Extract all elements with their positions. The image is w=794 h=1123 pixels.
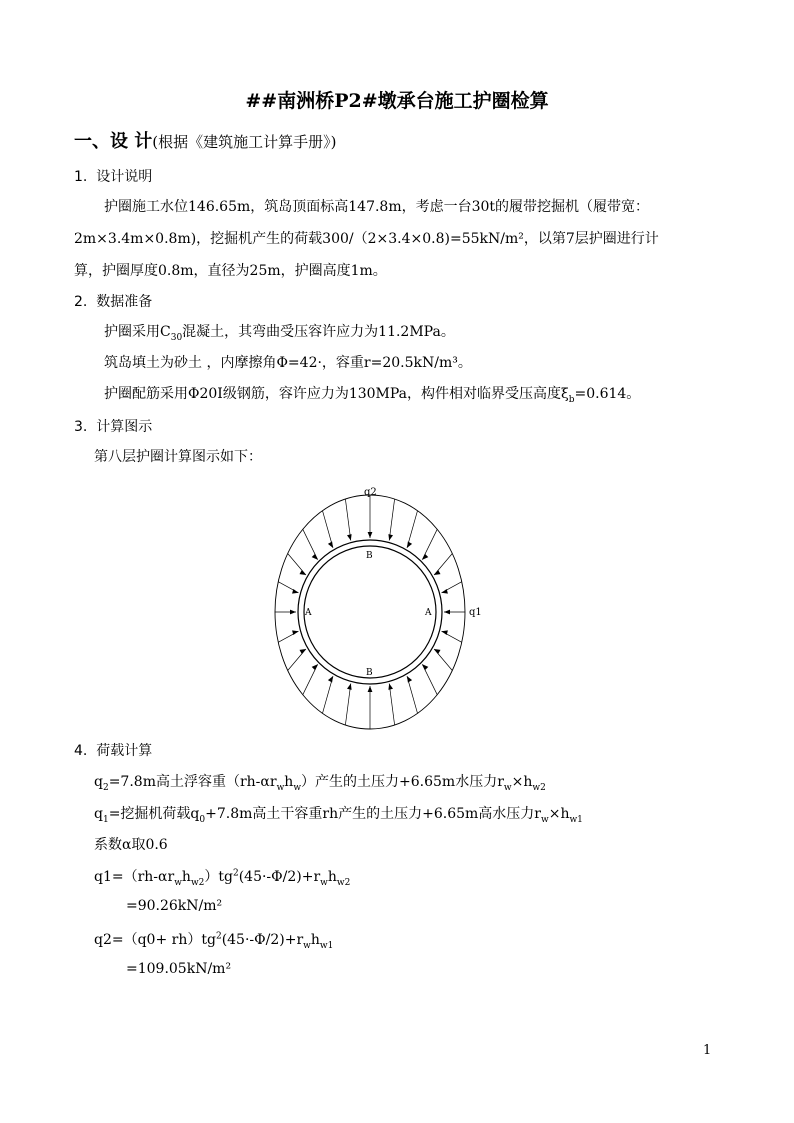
subsection-heading-3 <box>74 416 152 436</box>
subscript: w <box>541 814 549 825</box>
subscript: b <box>568 394 575 405</box>
point-a-right: A <box>425 608 432 618</box>
q2-label: q2 <box>364 487 377 498</box>
load-arrow-line <box>389 684 394 726</box>
superscript: 2 <box>232 868 239 879</box>
paragraph-line: 2m×3.4m×0.8m)，挖掘机产生的荷载300/（2×3.4×0.8)=55kN/m²，以第7层护圈进行计 <box>74 231 659 247</box>
load-arrow-head <box>328 676 333 682</box>
load-diagram <box>270 476 490 736</box>
q1-formula <box>94 866 350 888</box>
ring-outer-circle <box>298 540 442 684</box>
load-arrow-head <box>422 664 428 670</box>
text-run: 护圈配筋采用Φ20Ⅰ级钢筋，容许应力为130MPa，构件相对临界受压高度ξ <box>104 386 569 402</box>
point-a-left: A <box>305 608 312 618</box>
paragraph-line: 第八层护圈计算图示如下： <box>94 449 262 465</box>
load-arrow-head <box>434 649 440 654</box>
section-number: 一、 <box>74 131 110 152</box>
text-run: q1=（rh-αr <box>94 869 175 885</box>
text-run: ×h <box>548 806 570 822</box>
subscript: w <box>293 782 302 793</box>
load-arrow-head <box>347 684 352 690</box>
text-run: h <box>181 869 191 885</box>
load-arrow-head <box>300 649 306 654</box>
subscript: w2 <box>190 877 205 888</box>
subsection-number: 1. <box>74 169 88 185</box>
load-arrow-head <box>312 554 318 560</box>
paragraph-line: 护圈施工水位146.65m，筑岛顶面标高147.8m，考虑一台30t的履带挖掘机（履带宽： <box>104 199 650 215</box>
text-run: q2=（q0+ rh）tg <box>94 932 216 948</box>
q2-formula <box>94 929 333 951</box>
load-arrow-head <box>422 554 428 560</box>
subsection-number: 3. <box>74 419 88 435</box>
text-run: ×h <box>511 774 533 790</box>
section-subtitle: (根据《建筑施工计算手册》) <box>152 133 337 151</box>
load-arrow-head <box>388 534 393 540</box>
q1-definition <box>94 803 583 825</box>
section-title: 设 计 <box>110 131 153 152</box>
subscript: w <box>174 877 182 888</box>
subscript: w2 <box>532 782 546 793</box>
text-run: (45·-Φ/2)+r <box>238 869 321 885</box>
subscript: 2 <box>102 782 109 793</box>
subsection-number: 4. <box>74 743 88 759</box>
paragraph-line <box>104 383 640 405</box>
load-arrow-head <box>407 676 412 682</box>
load-arrow-head <box>300 570 306 575</box>
load-arrow-head <box>290 610 296 615</box>
subsection-title: 数据准备 <box>96 294 153 310</box>
paragraph-line: 筑岛填土为砂土 ，内摩擦角Φ=42·，容重r=20.5kN/m³。 <box>104 355 472 371</box>
subscript: 30 <box>170 332 183 343</box>
q1-result: =90.26kN/m² <box>126 898 223 914</box>
subsection-title: 荷载计算 <box>96 743 153 759</box>
page-title: ##南洲桥P2#墩承台施工护圈检算 <box>245 90 549 112</box>
load-arrow-head <box>347 534 352 540</box>
paragraph-line <box>104 321 455 343</box>
load-arrow-line <box>389 499 394 541</box>
subscript: w1 <box>569 814 583 825</box>
text-run: 护圈采用C <box>104 324 171 340</box>
page-number: 1 <box>703 1043 712 1058</box>
text-run: +7.8m高土干容重rh产生的土压力+6.65m高水压力r <box>205 806 541 822</box>
text-run: q <box>94 774 103 790</box>
subsection-number: 2. <box>74 294 88 310</box>
load-arrow-head <box>328 542 333 548</box>
subsection-title: 设计说明 <box>96 169 153 185</box>
point-b-bottom: B <box>366 668 373 678</box>
q1-label: q1 <box>469 607 482 618</box>
section-heading-design <box>74 127 337 153</box>
text-run: (45·-Φ/2)+r <box>221 932 304 948</box>
subscript: w <box>320 877 328 888</box>
text-run: 混凝土，其弯曲受压容许应力为11.2MPa。 <box>182 324 455 340</box>
subscript: w <box>303 940 311 951</box>
subscript: w <box>276 782 285 793</box>
paragraph-line: 算，护圈厚度0.8m，直径为25m，护圈高度1m。 <box>74 263 387 279</box>
load-arrow-head <box>368 686 373 692</box>
subscript: 1 <box>102 814 109 825</box>
subscript: 0 <box>199 814 206 825</box>
load-arrow-head <box>388 684 393 690</box>
text-run: h <box>310 932 320 948</box>
load-arrow-line <box>345 499 350 541</box>
load-arrow-head <box>368 532 373 538</box>
load-arrow-head <box>444 610 450 615</box>
load-arrow-line <box>345 684 350 726</box>
text-run: =0.614。 <box>574 386 641 402</box>
subscript: w1 <box>319 940 334 951</box>
ring-inner-circle <box>304 546 436 678</box>
text-run: q <box>94 806 103 822</box>
load-arrow-head <box>434 570 440 575</box>
text-run: ）tg <box>204 869 233 885</box>
text-run: =挖掘机荷载q <box>108 806 200 822</box>
load-arrow-head <box>312 664 318 670</box>
subsection-heading-1 <box>74 166 152 186</box>
subscript: w2 <box>336 877 351 888</box>
subscript: w <box>503 782 512 793</box>
text-run: h <box>284 774 294 790</box>
text-run: ）产生的土压力+6.65m水压力r <box>301 774 504 790</box>
subsection-heading-4 <box>74 740 152 760</box>
text-run: h <box>327 869 337 885</box>
subsection-heading-2 <box>74 291 152 311</box>
q2-definition <box>94 771 546 793</box>
point-b-top: B <box>366 551 373 561</box>
subsection-title: 计算图示 <box>96 419 153 435</box>
superscript: 2 <box>215 931 222 942</box>
alpha-coefficient: 系数α取0.6 <box>94 837 168 853</box>
text-run: =7.8m高土浮容重（rh-αr <box>108 774 277 790</box>
load-arrow-head <box>407 542 412 548</box>
q2-result: =109.05kN/m² <box>126 961 232 977</box>
